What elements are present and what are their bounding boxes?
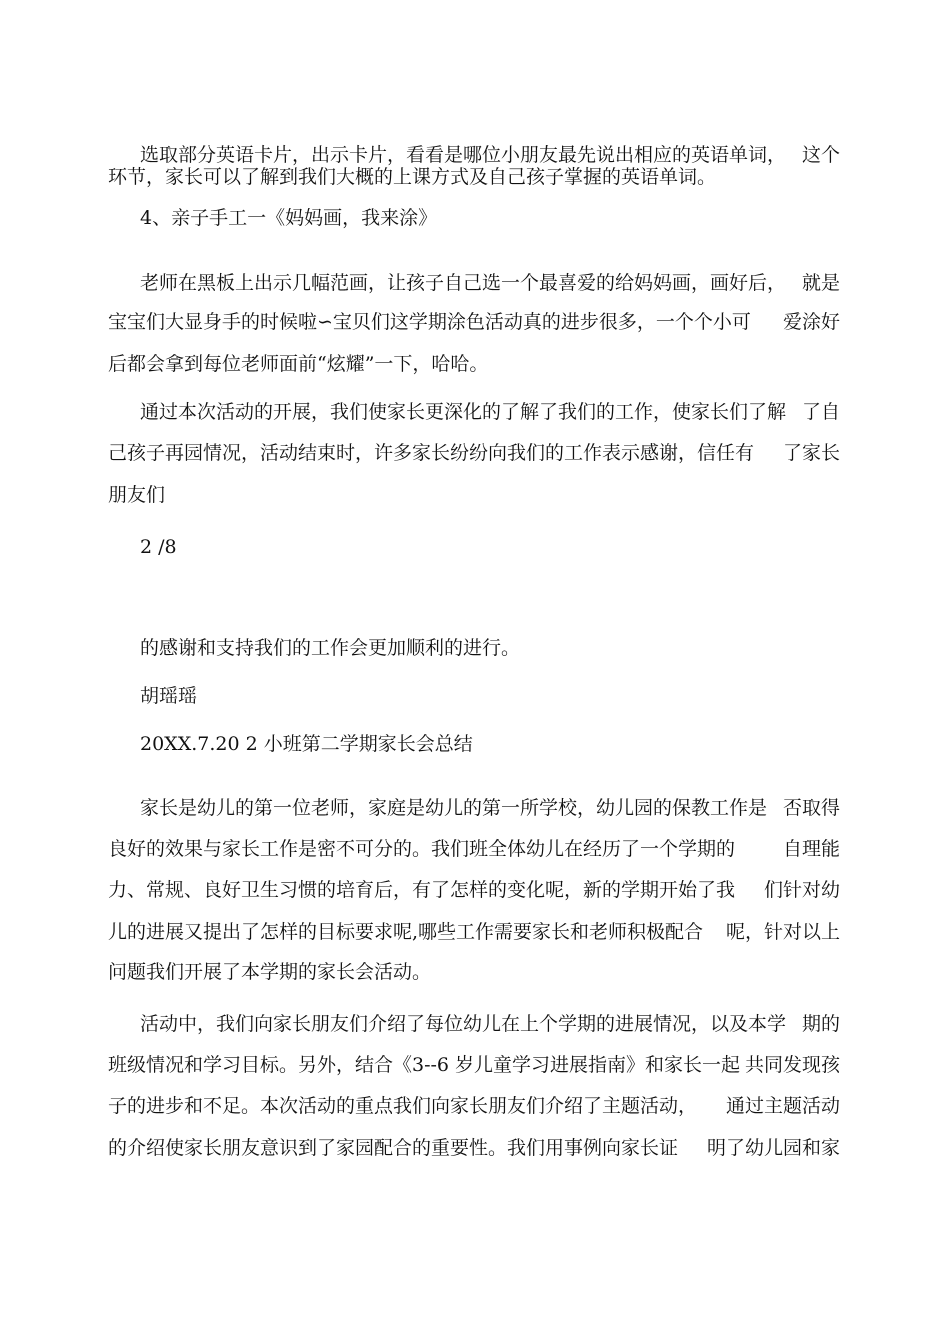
text-segment: 老师在黑板上出示几幅范画，让孩子自己选一个最喜爱的给妈妈画，画好后， (140, 272, 787, 294)
text-segment: 明了幼儿园和家 (706, 1137, 840, 1159)
section-heading: 4、亲子手工一《妈妈画，我来涂》 (140, 207, 438, 229)
section-title: 20XX.7.20 2 小班第二学期家长会总结 (140, 733, 473, 755)
text-segment: 良好的效果与家长工作是密不可分的。我们班全体幼儿在经历了一个学期的 (108, 838, 736, 860)
text-segment: 家长是幼儿的第一位老师，家庭是幼儿的第一所学校，幼儿园的保教工作是 (140, 797, 768, 819)
text-segment: 选取部分英语卡片，出示卡片，看看是哪位小朋友最先说出相应的英语单词， (140, 144, 787, 166)
text-segment: 就是 (801, 272, 840, 294)
paragraph-line (140, 397, 840, 427)
text-segment: 否取得 (782, 797, 840, 819)
text-segment: 活动中，我们向家长朋友们介绍了每位幼儿在上个学期的进展情况，以及本学 (140, 1013, 787, 1035)
text-segment: 这个 (801, 144, 840, 166)
paragraph-line (108, 875, 840, 905)
text-segment: 班级情况和学习目标。另外，结合《3--6 岁儿童学习进展指南》和家长一起 (108, 1054, 741, 1076)
text-segment: 爱涂好 (782, 311, 840, 333)
paragraph-line (108, 1050, 840, 1080)
text-segment: 的介绍使家长朋友意识到了家园配合的重要性。我们用事例向家长证 (108, 1137, 679, 1159)
paragraph-line: 问题我们开展了本学期的家长会活动。 (108, 961, 432, 983)
page-number: 2 /8 (140, 536, 177, 558)
paragraph-line (108, 917, 840, 947)
text-segment: 己孩子再园情况，活动结束时，许多家长纷纷向我们的工作表示感谢，信任有 (108, 442, 755, 464)
text-segment: 通过主题活动 (725, 1095, 840, 1117)
paragraph-line: 朋友们 (108, 484, 166, 506)
text-segment: 儿的进展又提出了怎样的目标要求呢,哪些工作需要家长和老师积极配合 (108, 921, 704, 943)
paragraph-line: 环节，家长可以了解到我们大概的上课方式及自己孩子掌握的英语单词。 (108, 166, 717, 188)
paragraph-line (108, 834, 840, 864)
text-segment: 期的 (801, 1013, 840, 1035)
text-segment: 了自 (801, 401, 840, 423)
text-segment: 们针对幼 (763, 879, 840, 901)
paragraph-line (108, 1133, 840, 1163)
paragraph-line (108, 1091, 840, 1121)
text-segment: 通过本次活动的开展，我们使家长更深化的了解了我们的工作，使家长们了解 (140, 401, 787, 423)
text-segment: 共同发现孩 (744, 1054, 840, 1076)
paragraph-line: 的感谢和支持我们的工作会更加顺利的进行。 (140, 637, 521, 659)
author-name: 胡瑶瑶 (140, 685, 198, 707)
text-segment: 自理能 (782, 838, 840, 860)
paragraph-line: 后都会拿到每位老师面前“炫耀”一下，哈哈。 (108, 353, 489, 375)
paragraph-line (140, 1009, 840, 1039)
paragraph-line (108, 438, 840, 468)
text-segment: 宝宝们大显身手的时候啦∽宝贝们这学期涂色活动真的进步很多，一个个小可 (108, 311, 751, 333)
paragraph-line (108, 307, 840, 337)
paragraph-line (140, 268, 840, 298)
paragraph-line (140, 793, 840, 823)
text-segment: 了家长 (782, 442, 840, 464)
text-segment: 子的进步和不足。本次活动的重点我们向家长朋友们介绍了主题活动， (108, 1095, 698, 1117)
text-segment: 力、常规、良好卫生习惯的培育后，有了怎样的变化呢，新的学期开始了我 (108, 879, 736, 901)
text-segment: 呢，针对以上 (725, 921, 840, 943)
